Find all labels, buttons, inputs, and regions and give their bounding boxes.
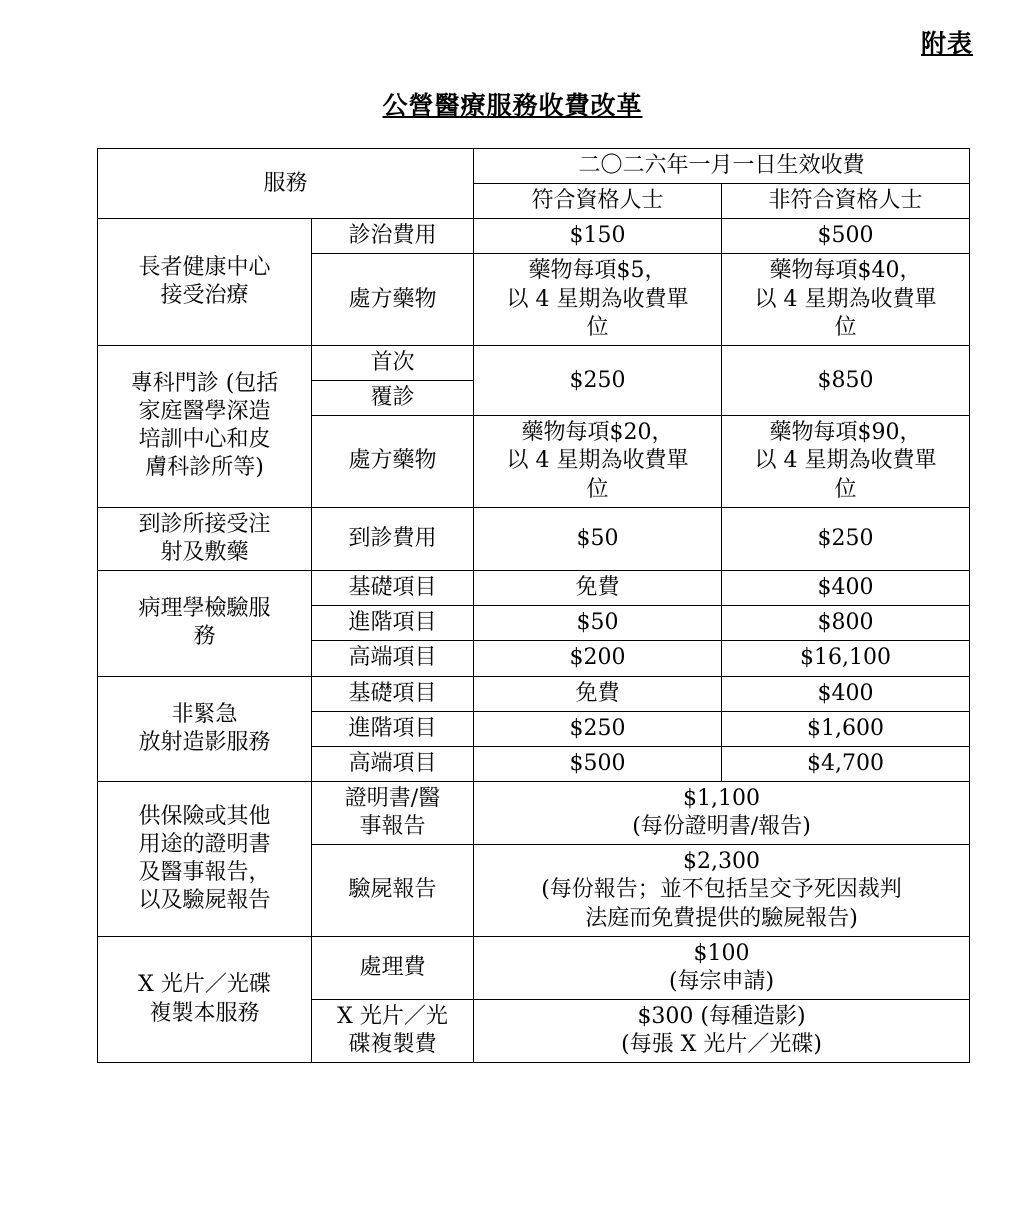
item-name: 處方藥物	[312, 254, 474, 345]
table-row	[98, 219, 970, 254]
item-name: 驗屍報告	[312, 845, 474, 936]
fee-non-eligible: $1,600	[722, 711, 970, 746]
service-name: 到診所接受注 射及敷藥	[98, 507, 312, 570]
page-title: 公營醫療服務收費改革	[382, 91, 643, 120]
fee-eligible: $150	[474, 219, 722, 254]
fee-non-eligible: 藥物每項$40， 以 4 星期為收費單 位	[722, 254, 970, 345]
fee-non-eligible: $16,100	[722, 641, 970, 676]
header-service: 服務	[98, 149, 474, 219]
table-row	[98, 507, 970, 570]
fee-eligible: $500	[474, 746, 722, 781]
fee-eligible: 免費	[474, 571, 722, 606]
table-row	[98, 676, 970, 711]
service-name: 專科門診 (包括 家庭醫學深造 培訓中心和皮 膚科診所等)	[98, 345, 312, 507]
fee-eligible: 免費	[474, 676, 722, 711]
fee-non-eligible: $500	[722, 219, 970, 254]
item-name: 進階項目	[312, 711, 474, 746]
fee-non-eligible: $250	[722, 507, 970, 570]
appendix-label: 附表	[920, 29, 973, 58]
service-name: 病理學檢驗服 務	[98, 571, 312, 676]
fee-combined: $100 (每宗申請)	[474, 936, 970, 999]
table-row	[98, 571, 970, 606]
item-name: 首次	[312, 345, 474, 380]
fee-eligible: $50	[474, 507, 722, 570]
item-name: 基礎項目	[312, 571, 474, 606]
item-name: 覆診	[312, 381, 474, 416]
fee-combined: $1,100 (每份證明書/報告)	[474, 781, 970, 844]
fee-non-eligible: $400	[722, 571, 970, 606]
fee-non-eligible: $400	[722, 676, 970, 711]
header-eligible: 符合資格人士	[474, 184, 722, 219]
item-name: X 光片／光 碟複製費	[312, 1000, 474, 1063]
fee-combined: $2,300 (每份報告；並不包括呈交予死因裁判 法庭而免費提供的驗屍報告)	[474, 845, 970, 936]
item-name: 高端項目	[312, 746, 474, 781]
fee-eligible: 藥物每項$5， 以 4 星期為收費單 位	[474, 254, 722, 345]
fee-non-eligible: $800	[722, 606, 970, 641]
table-row	[98, 781, 970, 844]
header-non-eligible: 非符合資格人士	[722, 184, 970, 219]
item-name: 診治費用	[312, 219, 474, 254]
fee-non-eligible: $4,700	[722, 746, 970, 781]
item-name: 處理費	[312, 936, 474, 999]
item-name: 證明書/醫 事報告	[312, 781, 474, 844]
service-name: 長者健康中心 接受治療	[98, 219, 312, 346]
fee-non-eligible: 藥物每項$90， 以 4 星期為收費單 位	[722, 416, 970, 507]
item-name: 到診費用	[312, 507, 474, 570]
fee-eligible: $250	[474, 345, 722, 415]
fee-non-eligible: $850	[722, 345, 970, 415]
fee-eligible: $250	[474, 711, 722, 746]
fee-combined: $300 (每種造影) (每張 X 光片／光碟)	[474, 1000, 970, 1063]
item-name: 處方藥物	[312, 416, 474, 507]
item-name: 高端項目	[312, 641, 474, 676]
header-effective-date: 二〇二六年一月一日生效收費	[474, 149, 970, 184]
service-name: 供保險或其他 用途的證明書 及醫事報告， 以及驗屍報告	[98, 781, 312, 936]
fee-eligible: $50	[474, 606, 722, 641]
item-name: 基礎項目	[312, 676, 474, 711]
service-name: X 光片／光碟 複製本服務	[98, 936, 312, 1063]
table-row	[98, 936, 970, 999]
fee-eligible: 藥物每項$20， 以 4 星期為收費單 位	[474, 416, 722, 507]
fee-schedule-table	[97, 148, 970, 1063]
fee-eligible: $200	[474, 641, 722, 676]
table-header-row	[98, 149, 970, 184]
service-name: 非緊急 放射造影服務	[98, 676, 312, 781]
table-row	[98, 345, 970, 380]
item-name: 進階項目	[312, 606, 474, 641]
